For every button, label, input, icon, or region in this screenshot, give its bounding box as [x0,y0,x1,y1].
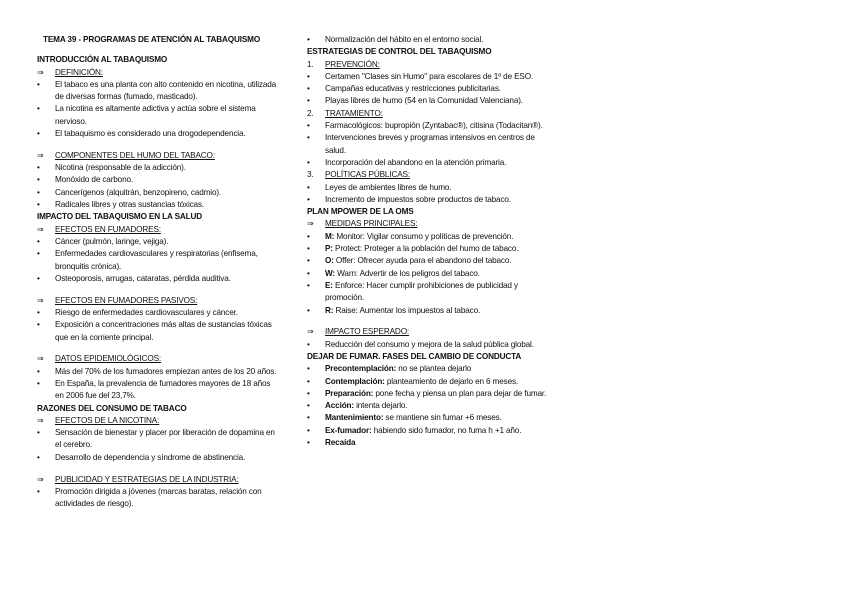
left-column [37,34,279,510]
bullet-icon: • [307,376,310,386]
list-item-text [325,182,549,194]
subheading-prevencion [307,59,549,71]
subheading-label: PUBLICIDAD Y ESTRATEGIAS DE LA INDUSTRIA: [55,474,239,484]
list-item-content: Promoción dirigida a jóvenes (marcas baratas, relación con actividades de riesgo). [55,486,262,509]
bullet-icon: • [37,452,40,462]
list-item-content: Warn: Advertir de los peligros del tabaco. [337,268,480,278]
list-item-content: Normalización del hábito en el entorno social. [325,35,484,44]
list-item-text [325,425,549,437]
list-item [37,427,279,452]
list-item [307,425,549,437]
subheading-label: IMPACTO ESPERADO: [325,327,410,337]
bullet-icon: • [307,388,310,398]
bullet-icon: • [37,200,40,210]
list-item [307,339,549,351]
list-item-text [55,103,279,128]
list-item-text [325,268,549,280]
list-item-text [325,400,549,412]
list-item-label: W: [325,268,336,278]
bullet-icon: • [37,187,40,197]
list-item-label: R: [325,305,334,315]
list-item [307,400,549,412]
list-item-label: Precontemplación: [325,364,397,374]
list-item [37,199,279,211]
bullet-icon: • [307,182,310,192]
bullet-icon: • [37,236,40,246]
list-item [37,319,279,344]
subheading-componentes-del-humo-del-tabaco [37,150,279,162]
arrow-icon: ⇒ [37,474,44,484]
list-item-text [55,319,279,344]
list-item-content: Protect: Proteger a la población del humo de tabaco. [335,244,519,254]
list-item [307,243,549,255]
list-item-text [325,95,549,107]
list-item-text [325,231,549,243]
list-item-content: Reducción del consumo y mejora de la salud pública global. [325,339,534,349]
bullet-icon: • [307,35,310,44]
list-item [307,305,549,317]
list-item-content: Desarrollo de dependencia y síndrome de abstinencia. [55,452,246,462]
bullet-icon: • [307,231,310,241]
bullet-icon: • [37,104,40,114]
spacer [37,140,279,150]
section-heading-impacto-del-tabaquismo-en-la-salud: IMPACTO DEL TABAQUISMO EN LA SALUD [37,212,203,222]
bullet-icon: • [307,413,310,423]
bullet-icon: • [37,307,40,317]
bullet-icon: • [307,339,310,349]
list-item [307,231,549,243]
subheading-tratamiento [307,108,549,120]
list-item-text [325,280,549,305]
list-item [37,103,279,128]
list-item [37,273,279,285]
section-heading-estrategias-de-control-del-tabaquismo: ESTRATEGIAS DE CONTROL DEL TABAQUISMO [307,47,492,57]
list-item-content: Nicotina (responsable de la adicción). [55,163,186,173]
arrow-icon: ⇒ [307,327,314,337]
list-item-content: Más del 70% de los fumadores empiezan antes de los 20 años. [55,366,277,376]
bullet-icon: • [307,84,310,94]
list-number: 2. [307,108,314,118]
arrow-icon: ⇒ [37,224,44,234]
list-item-text [325,363,549,375]
list-item-text [55,378,279,403]
bullet-icon: • [37,163,40,173]
list-item-text [55,174,279,186]
list-number: 3. [307,170,314,180]
list-item [307,280,549,305]
subheading-definicion [37,67,279,79]
subheading-label: PREVENCIÓN: [325,59,380,69]
list-item [307,268,549,280]
spacer [37,344,279,354]
list-item-content: En España, la prevalencia de fumadores mayores de 18 años en 2006 fue del 23,7%. [55,378,271,401]
subheading-label: EFECTOS DE LA NICOTINA: [55,415,160,425]
list-item-text [325,376,549,388]
list-item-content: habiendo sido fumador, no fuma h +1 año. [373,425,522,435]
list-item [307,120,549,132]
bullet-icon: • [307,133,310,143]
arrow-icon: ⇒ [307,219,314,229]
list-item [307,388,549,400]
list-item [307,83,549,95]
bullet-icon: • [307,194,310,204]
list-item [37,248,279,273]
list-item-content: planteamiento de dejarlo en 6 meses. [386,376,519,386]
list-item [307,132,549,157]
subheading-medidas-principales [307,218,549,230]
list-item-content: Playas libres de humo (54 en la Comunidad Valenciana). [325,96,523,106]
list-item-content: La nicotina es altamente adictiva y actúa sobre el sistema nervioso. [55,104,256,126]
arrow-icon: ⇒ [37,295,44,305]
list-item-text [325,255,549,267]
bullet-icon: • [307,425,310,435]
list-item-content: Radicales libres y otras sustancias tóxicas. [55,200,205,210]
list-item-content: Intervenciones breves y programas intensivos en centros de salud. [325,133,535,155]
list-item [37,128,279,140]
list-item-content: se mantiene sin fumar +6 meses. [385,413,502,423]
subheading-label: EFECTOS EN FUMADORES PASIVOS: [55,295,198,305]
list-item-content: Osteoporosis, arrugas, cataratas, pérdida auditiva. [55,273,231,283]
list-item-text [55,236,279,248]
list-item-text [55,273,279,285]
subheading-publicidad-y-estrategias-de-la-industria [37,474,279,486]
bullet-icon: • [307,157,310,167]
list-item-text [325,412,549,424]
list-item-text [55,248,279,273]
list-item-content: Exposición a concentraciones más altas de sustancias tóxicas que en la corriente principal. [55,320,272,342]
right-column-body [307,34,549,449]
list-item-text [55,162,279,174]
list-item [37,366,279,378]
bullet-icon: • [37,273,40,283]
bullet-icon: • [37,320,40,330]
subheading-efectos-de-la-nicotina [37,415,279,427]
list-item-label: Preparación: [325,388,374,398]
list-item-text [325,34,549,46]
bullet-icon: • [307,96,310,106]
list-number: 1. [307,59,314,69]
subheading-label: MEDIDAS PRINCIPALES: [325,219,418,229]
list-item-content: Cáncer (pulmón, laringe, vejiga). [55,236,169,246]
list-item-content: Farmacológicos: bupropión (Zyntabac®), citisina (Todacitan®). [325,121,543,131]
list-item [37,378,279,403]
list-item-text [325,388,549,400]
list-item [307,71,549,83]
subheading-efectos-en-fumadores [37,224,279,236]
bullet-icon: • [37,175,40,185]
bullet-icon: • [307,121,310,131]
list-item-content: Sensación de bienestar y placer por liberación de dopamina en el cerebro. [55,428,275,450]
list-item-text [55,427,279,452]
list-item-content: El tabaco es una planta con alto contenido en nicotina, utilizada de diversas formas (fumado, masticado). [55,79,277,102]
bullet-icon: • [307,256,310,266]
arrow-icon: ⇒ [37,354,44,364]
subheading-efectos-en-fumadores-pasivos [37,295,279,307]
list-item-label: M: [325,231,335,241]
subheading-label: POLÍTICAS PÚBLICAS: [325,170,410,180]
list-item-content: Leyes de ambientes libres de humo. [325,182,452,192]
bullet-icon: • [307,280,310,290]
section-heading-razones-del-consumo-de-tabaco: RAZONES DEL CONSUMO DE TABACO [37,403,187,413]
bullet-icon: • [307,305,310,315]
list-item-content: Raise: Aumentar los impuestos al tabaco. [335,305,481,315]
list-item-content: Monitor: Vigilar consumo y políticas de prevención. [336,231,514,241]
list-item [307,34,549,46]
bullet-icon: • [307,71,310,81]
section-heading-introduccion-al-tabaquismo: INTRODUCCIÓN AL TABAQUISMO [37,55,168,65]
bullet-icon: • [37,129,40,139]
list-item-text [325,305,549,317]
subheading-label: DATOS EPIDEMIOLÓGICOS: [55,354,162,364]
list-item-label: Ex-fumador: [325,425,372,435]
list-item-label: P: [325,244,333,254]
list-item-label: E: [325,280,333,290]
list-item-content: Enforce: Hacer cumplir prohibiciones de publicidad y promoción. [325,280,518,303]
list-item [37,486,279,511]
right-column [307,34,549,449]
arrow-icon: ⇒ [37,415,44,425]
list-item-text [325,194,549,206]
list-item-content: Incorporación del abandono en la atención primaria. [325,157,507,167]
subheading-datos-epidemiologicos [37,353,279,365]
list-item-content: Riesgo de enfermedades cardiovasculares y cáncer. [55,307,238,317]
list-item-content: Certamen "Clases sin Humo" para escolares de 1º de ESO. [325,71,534,81]
list-item-text [55,366,279,378]
list-item [37,79,279,104]
list-item-text [325,437,549,449]
list-item [307,157,549,169]
arrow-icon: ⇒ [37,67,44,77]
bullet-icon: • [37,79,40,89]
list-item-text [55,187,279,199]
list-item-text [325,120,549,132]
bullet-icon: • [37,366,40,376]
list-item-content: Offer: Ofrecer ayuda para el abandono del tabaco. [335,256,512,266]
document-title: TEMA 39 - PROGRAMAS DE ATENCIÓN AL TABAQUISMO [43,35,261,44]
list-item [37,452,279,464]
list-item [37,307,279,319]
subheading-politicas-publicas [307,169,549,181]
bullet-icon: • [307,364,310,374]
list-item-text [325,71,549,83]
list-item-text [55,307,279,319]
section-heading-plan-mpower-de-la-oms: PLAN MPOWER DE LA OMS [307,207,414,217]
list-item-content: Monóxido de carbono. [55,175,134,185]
list-item-text [55,486,279,511]
subheading-label: TRATAMIENTO: [325,108,383,118]
spacer [37,464,279,474]
list-item-content: no se plantea dejarlo [398,364,472,374]
list-item-text [325,339,549,351]
list-item-content: Campañas educativas y restricciones publicitarias. [325,84,501,94]
bullet-icon: • [307,244,310,254]
list-item-text [325,157,549,169]
list-item [307,376,549,388]
bullet-icon: • [37,486,40,496]
list-item-text [325,243,549,255]
subheading-impacto-esperado [307,326,549,338]
list-item-content: pone fecha y piensa un plan para dejar de fumar. [375,388,547,398]
list-item-content: Cancerígenos (alquitrán, benzopireno, cadmio). [55,187,222,197]
list-item-label: Contemplación: [325,376,385,386]
list-item [307,194,549,206]
bullet-icon: • [37,428,40,438]
list-item [37,236,279,248]
list-item [37,187,279,199]
list-item [307,412,549,424]
list-item-text [55,452,279,464]
subheading-label: DEFINICIÓN: [55,67,103,77]
bullet-icon: • [307,438,310,447]
subheading-label: EFECTOS EN FUMADORES: [55,224,161,234]
subheading-label: COMPONENTES DEL HUMO DEL TABACO: [55,150,215,160]
bullet-icon: • [37,378,40,388]
list-item-label: O: [325,256,334,266]
list-item-content: Incremento de impuestos sobre productos de tabaco. [325,194,511,204]
left-column-body [37,54,279,510]
list-item [37,174,279,186]
bullet-icon: • [307,401,310,411]
list-item [307,95,549,107]
list-item-text [55,199,279,211]
spacer [307,317,549,327]
list-item-label: Recaída [325,438,356,447]
list-item-text [325,132,549,157]
bullet-icon: • [37,249,40,259]
arrow-icon: ⇒ [37,150,44,160]
list-item-text [55,128,279,140]
list-item [307,255,549,267]
bullet-icon: • [307,268,310,278]
list-item-content: Enfermedades cardiovasculares y respiratorias (enfisema, bronquitis crónica). [55,249,258,271]
list-item [37,162,279,174]
list-item-text [55,79,279,104]
list-item [307,437,549,449]
spacer [37,285,279,295]
section-heading-dejar-de-fumar-fases-del-cambio-de-condu: DEJAR DE FUMAR. FASES DEL CAMBIO DE CONDUCTA [307,351,522,361]
list-item [307,182,549,194]
list-item-text [325,83,549,95]
list-item-content: intenta dejarlo. [356,401,408,411]
list-item-content: El tabaquismo es considerado una drogodependencia. [55,129,246,139]
list-item [307,363,549,375]
list-item-label: Acción: [325,401,354,411]
list-item-label: Mantenimiento: [325,413,384,423]
